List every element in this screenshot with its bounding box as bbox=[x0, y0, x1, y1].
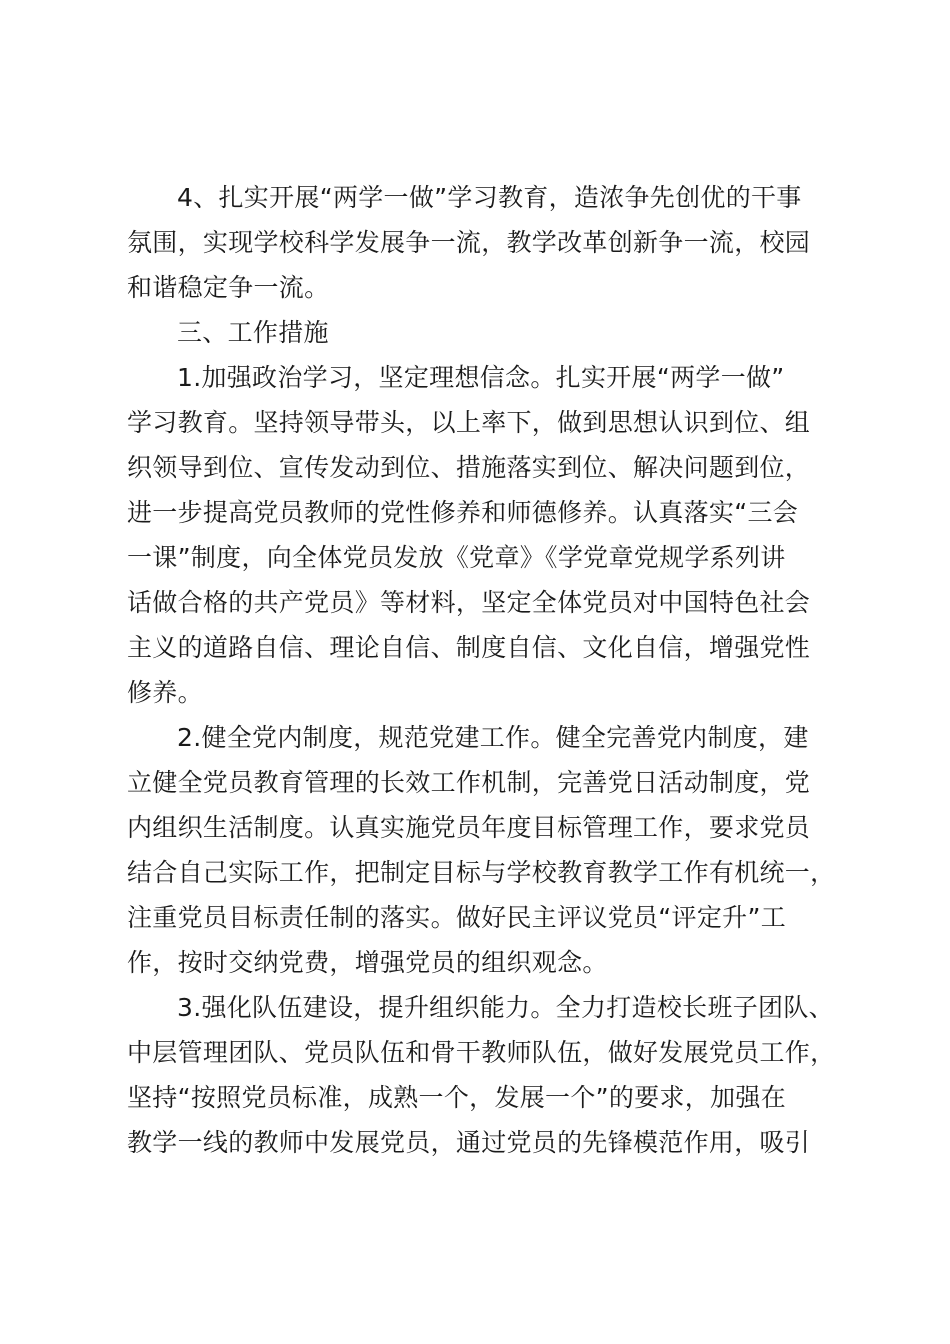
paragraph-line: 2.健全党内制度，规范党建工作。健全完善党内制度，建 bbox=[177, 723, 809, 752]
paragraph-line: 话做合格的共产党员》等材料，坚定全体党员对中国特色社会 bbox=[127, 588, 811, 617]
paragraph-line: 3.强化队伍建设，提升组织能力。全力打造校长班子团队、 bbox=[177, 993, 834, 1022]
paragraph-line: 注重党员目标责任制的落实。做好民主评议党员“评定升”工 bbox=[127, 903, 787, 932]
paragraph-line: 和谐稳定争一流。 bbox=[127, 273, 330, 302]
paragraph-line: 1.加强政治学习，坚定理想信念。扎实开展“两学一做” bbox=[177, 363, 785, 392]
paragraph-line: 进一步提高党员教师的党性修养和师德修养。认真落实“三会 bbox=[127, 498, 799, 527]
paragraph-line: 织领导到位、宣传发动到位、措施落实到位、解决问题到位， bbox=[127, 453, 811, 482]
paragraph-line: 内组织生活制度。认真实施党员年度目标管理工作，要求党员 bbox=[127, 813, 811, 842]
paragraph-line: 教学一线的教师中发展党员，通过党员的先锋模范作用，吸引 bbox=[127, 1128, 811, 1157]
paragraph-line: 学习教育。坚持领导带头，以上率下，做到思想认识到位、组 bbox=[127, 408, 811, 437]
paragraph-line: 作，按时交纳党费，增强党员的组织观念。 bbox=[127, 948, 608, 977]
document-body bbox=[127, 175, 847, 1165]
paragraph-line: 4、扎实开展“两学一做”学习教育，造浓争先创优的干事 bbox=[177, 183, 802, 212]
paragraph-line: 中层管理团队、党员队伍和骨干教师队伍，做好发展党员工作， bbox=[127, 1038, 836, 1067]
paragraph-line: 结合自己实际工作，把制定目标与学校教育教学工作有机统一， bbox=[127, 858, 836, 887]
paragraph-line: 一课”制度，向全体党员发放《党章》《学党章党规学系列讲 bbox=[127, 543, 786, 572]
paragraph-line: 氛围，实现学校科学发展争一流，教学改革创新争一流，校园 bbox=[127, 228, 811, 257]
section-heading: 三、工作措施 bbox=[177, 318, 329, 347]
paragraph-line: 修养。 bbox=[127, 678, 203, 707]
paragraph-line: 主义的道路自信、理论自信、制度自信、文化自信，增强党性 bbox=[127, 633, 811, 662]
paragraph-line: 立健全党员教育管理的长效工作机制，完善党日活动制度，党 bbox=[127, 768, 811, 797]
paragraph-line: 坚持“按照党员标准，成熟一个，发展一个”的要求，加强在 bbox=[127, 1083, 787, 1112]
